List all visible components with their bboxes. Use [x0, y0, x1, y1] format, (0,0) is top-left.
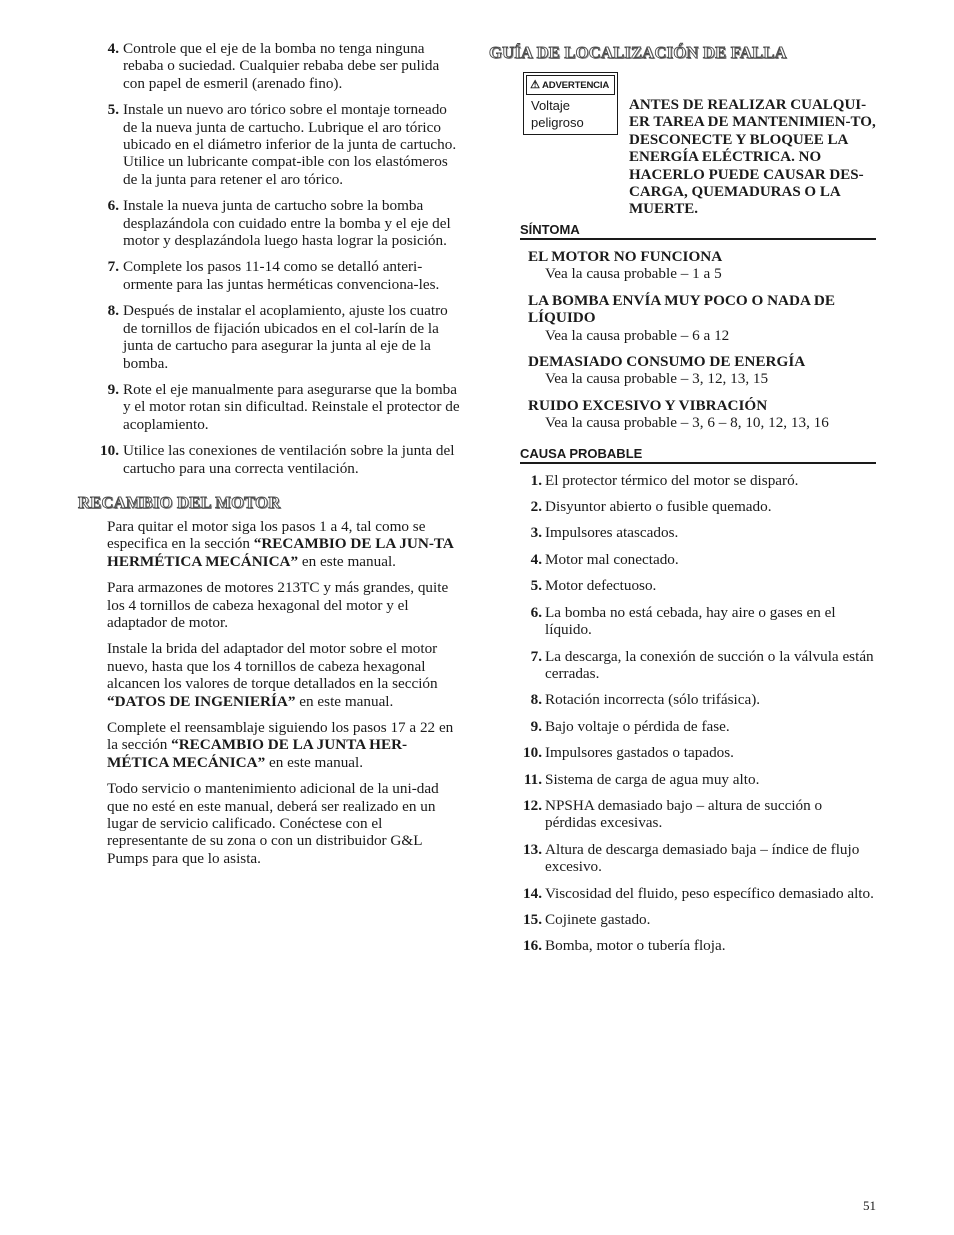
step-text: Rote el eje manualmente para asegurarse que la bomba y el motor rotan sin dificultad. Reinstale el protector de acoplamiento. [123, 380, 460, 433]
list-item [78, 101, 463, 188]
cause-number: 8. [530, 691, 542, 709]
cause-number: 9. [530, 717, 542, 735]
motor-paragraph-4 [107, 719, 463, 771]
paragraph-text: Complete el reensamblaje siguiendo los pasos 17 a 22 en la sección [107, 719, 454, 754]
list-item [520, 577, 876, 594]
cause-text: Bajo voltaje o pérdida de fase. [545, 717, 730, 735]
left-column [78, 40, 463, 876]
cause-text: Impulsores atascados. [545, 524, 679, 542]
list-item [520, 771, 876, 788]
list-item [520, 604, 876, 639]
cause-text: Motor mal conectado. [545, 550, 679, 568]
warning-triangle-icon: ⚠ [530, 79, 540, 91]
step-number: 5. [107, 101, 119, 119]
symptom-title: RUIDO EXCESIVO Y VIBRACIÓN [528, 396, 768, 414]
cause-text: NPSHA demasiado bajo – altura de succión o pérdidas excesivas. [545, 796, 823, 832]
section-reference: “RECAMBIO DE LA JUN-TA HERMÉTICA MECÁNICA” [107, 535, 454, 570]
right-column [489, 43, 876, 964]
symptom-item [528, 353, 876, 388]
section-reference: “DATOS DE INGENIERÍA” [107, 692, 296, 710]
cause-number: 13. [523, 840, 542, 858]
list-item [520, 841, 876, 876]
list-item [78, 40, 463, 92]
list-item [520, 472, 876, 489]
cause-text: Motor defectuoso. [545, 577, 657, 595]
list-item [78, 381, 463, 433]
cause-text: Rotación incorrecta (sólo trifásica). [545, 691, 761, 709]
warning-label [526, 75, 615, 95]
list-item [520, 718, 876, 735]
motor-paragraph-3 [107, 640, 463, 710]
cause-number: 12. [523, 796, 542, 814]
list-item [520, 524, 876, 541]
cause-text: La bomba no está cebada, hay aire o gases en el líquido. [545, 603, 836, 639]
step-text: Instale un nuevo aro tórico sobre el montaje torneado de la nueva junta de cartucho. Lubrique el aro tórico ubicado en el diámetro inferior de la junta de cartucho. Utilice un lubricante compat-ible con los elastómeros de la junta para retener el aro tórico. [123, 101, 457, 188]
cause-number: 14. [523, 884, 542, 902]
step-number: 7. [107, 258, 119, 276]
list-item [520, 744, 876, 761]
cause-text: Sistema de carga de agua muy alto. [545, 770, 760, 788]
symptom-cause: Vea la causa probable – 6 a 12 [545, 326, 730, 344]
cause-text: La descarga, la conexión de succión o la válvula están cerradas. [545, 647, 874, 682]
step-number: 4. [107, 40, 119, 57]
warning-label-box [523, 72, 618, 135]
symptom-title: DEMASIADO CONSUMO DE ENERGÍA [528, 353, 806, 371]
cause-text: Bomba, motor o tubería floja. [545, 937, 726, 955]
cause-number: 15. [523, 910, 542, 928]
cause-number: 3. [530, 524, 542, 542]
probable-causes-list [520, 472, 876, 955]
step-text: Complete los pasos 11-14 como se detalló anteri-ormente para las juntas herméticas convenciona-les. [123, 258, 440, 293]
step-number: 10. [100, 442, 119, 460]
symptom-title: EL MOTOR NO FUNCIONA [528, 248, 723, 265]
cause-text: Cojinete gastado. [545, 910, 651, 928]
warning-message: ANTES DE REALIZAR CUALQUI-ER TAREA DE MANTENIMIEN-TO, DESCONECTE Y BLOQUEE LA ENERGÍA ELÉCTRICA. NO HACERLO PUEDE CAUSAR DES-CARGA, QUEMADURAS O LA MUERTE. [629, 97, 876, 218]
paragraph-text: en este manual. [298, 552, 396, 570]
symptom-cause: Vea la causa probable – 3, 12, 13, 15 [545, 370, 769, 388]
cause-text: El protector térmico del motor se disparó. [545, 471, 799, 489]
symptom-cause: Vea la causa probable – 1 a 5 [545, 265, 722, 283]
list-item [520, 911, 876, 928]
page-number: 51 [863, 1198, 876, 1213]
cause-text: Impulsores gastados o tapados. [545, 744, 734, 762]
symptom-heading: SÍNTOMA [520, 222, 876, 240]
cause-number: 5. [530, 577, 542, 595]
cause-number: 16. [523, 937, 542, 955]
motor-paragraph-2: Para armazones de motores 213TC y más grandes, quite los 4 tornillos de cabeza hexagonal del motor y el adaptador de motor. [107, 579, 449, 631]
step-text: Después de instalar el acoplamiento, ajuste los cuatro de tornillos de fijación ubicados en el col-larín de la junta de cartucho para asegurar la junta al eje de la bomba. [123, 302, 448, 372]
motor-replacement-heading: RECAMBIO DEL MOTOR [78, 492, 281, 512]
list-item [520, 691, 876, 708]
step-number: 9. [107, 380, 119, 398]
cause-text: Altura de descarga demasiado baja – índice de flujo excesivo. [545, 840, 860, 876]
list-item [78, 258, 463, 293]
cause-number: 1. [530, 471, 542, 489]
paragraph-text: en este manual. [295, 692, 394, 710]
paragraph-text: Instale la brida del adaptador del motor sobre el motor nuevo, hasta que los 4 tornillos de cabeza hexagonal alcancen los valores de torque detallados en la sección [107, 640, 438, 693]
cartridge-seal-steps [78, 40, 463, 477]
symptom-title: LA BOMBA ENVÍA MUY POCO O NADA DE LÍQUIDO [528, 291, 836, 327]
list-item [520, 885, 876, 902]
cause-number: 7. [530, 647, 542, 665]
cause-number: 6. [530, 603, 542, 621]
cause-number: 10. [523, 744, 542, 762]
cause-number: 11. [523, 770, 542, 788]
list-item [520, 797, 876, 832]
symptom-item [528, 292, 876, 344]
list-item [520, 551, 876, 568]
warning-block [489, 72, 876, 222]
step-text: Utilice las conexiones de ventilación sobre la junta del cartucho para una correcta ventilación. [123, 442, 455, 477]
troubleshooting-heading: GUÍA DE LOCALIZACIÓN DE FALLA [489, 43, 787, 62]
symptom-cause: Vea la causa probable – 3, 6 – 8, 10, 12, 13, 16 [545, 414, 829, 432]
symptom-item [528, 397, 876, 432]
motor-paragraph-5: Todo servicio o mantenimiento adicional de la uni-dad que no esté en este manual, deberá ser realizado en un lugar de servicio calificado. Conéctese con el representante de su zona o con un distribuidor G&L Pumps para que lo asista. [107, 780, 439, 867]
warning-label-text: ADVERTENCIA [542, 80, 610, 91]
cause-text: Viscosidad del fluido, peso específico demasiado alto. [545, 884, 874, 902]
cause-text: Disyuntor abierto o fusible quemado. [545, 498, 772, 516]
paragraph-text: en este manual. [265, 753, 364, 771]
list-item [78, 442, 463, 477]
section-reference: “RECAMBIO DE LA JUNTA HER-MÉTICA MECÁNICA” [107, 736, 408, 771]
paragraph-text: Para quitar el motor siga los pasos 1 a 4, tal como se especifica en la sección [107, 517, 426, 553]
list-item [78, 197, 463, 249]
cause-heading: CAUSA PROBABLE [520, 446, 876, 464]
cause-number: 2. [530, 498, 542, 516]
step-text: Controle que el eje de la bomba no tenga ninguna rebaba o suciedad. Cualquier rebaba debe ser pulida con papel de esmeril (arenado fino). [123, 40, 440, 92]
list-item [78, 302, 463, 372]
step-number: 6. [107, 197, 119, 215]
list-item [520, 498, 876, 515]
cause-number: 4. [530, 550, 542, 568]
motor-paragraph-1 [107, 518, 463, 570]
step-text: Instale la nueva junta de cartucho sobre la bomba desplazándola con cuidado entre la bomba y el eje del motor y desplazándola luego hasta lograr la posición. [123, 197, 451, 250]
symptom-item [528, 248, 876, 283]
list-item [520, 937, 876, 954]
step-number: 8. [107, 302, 119, 320]
list-item [520, 648, 876, 683]
warning-hazard-text: Voltaje peligroso [531, 98, 584, 130]
